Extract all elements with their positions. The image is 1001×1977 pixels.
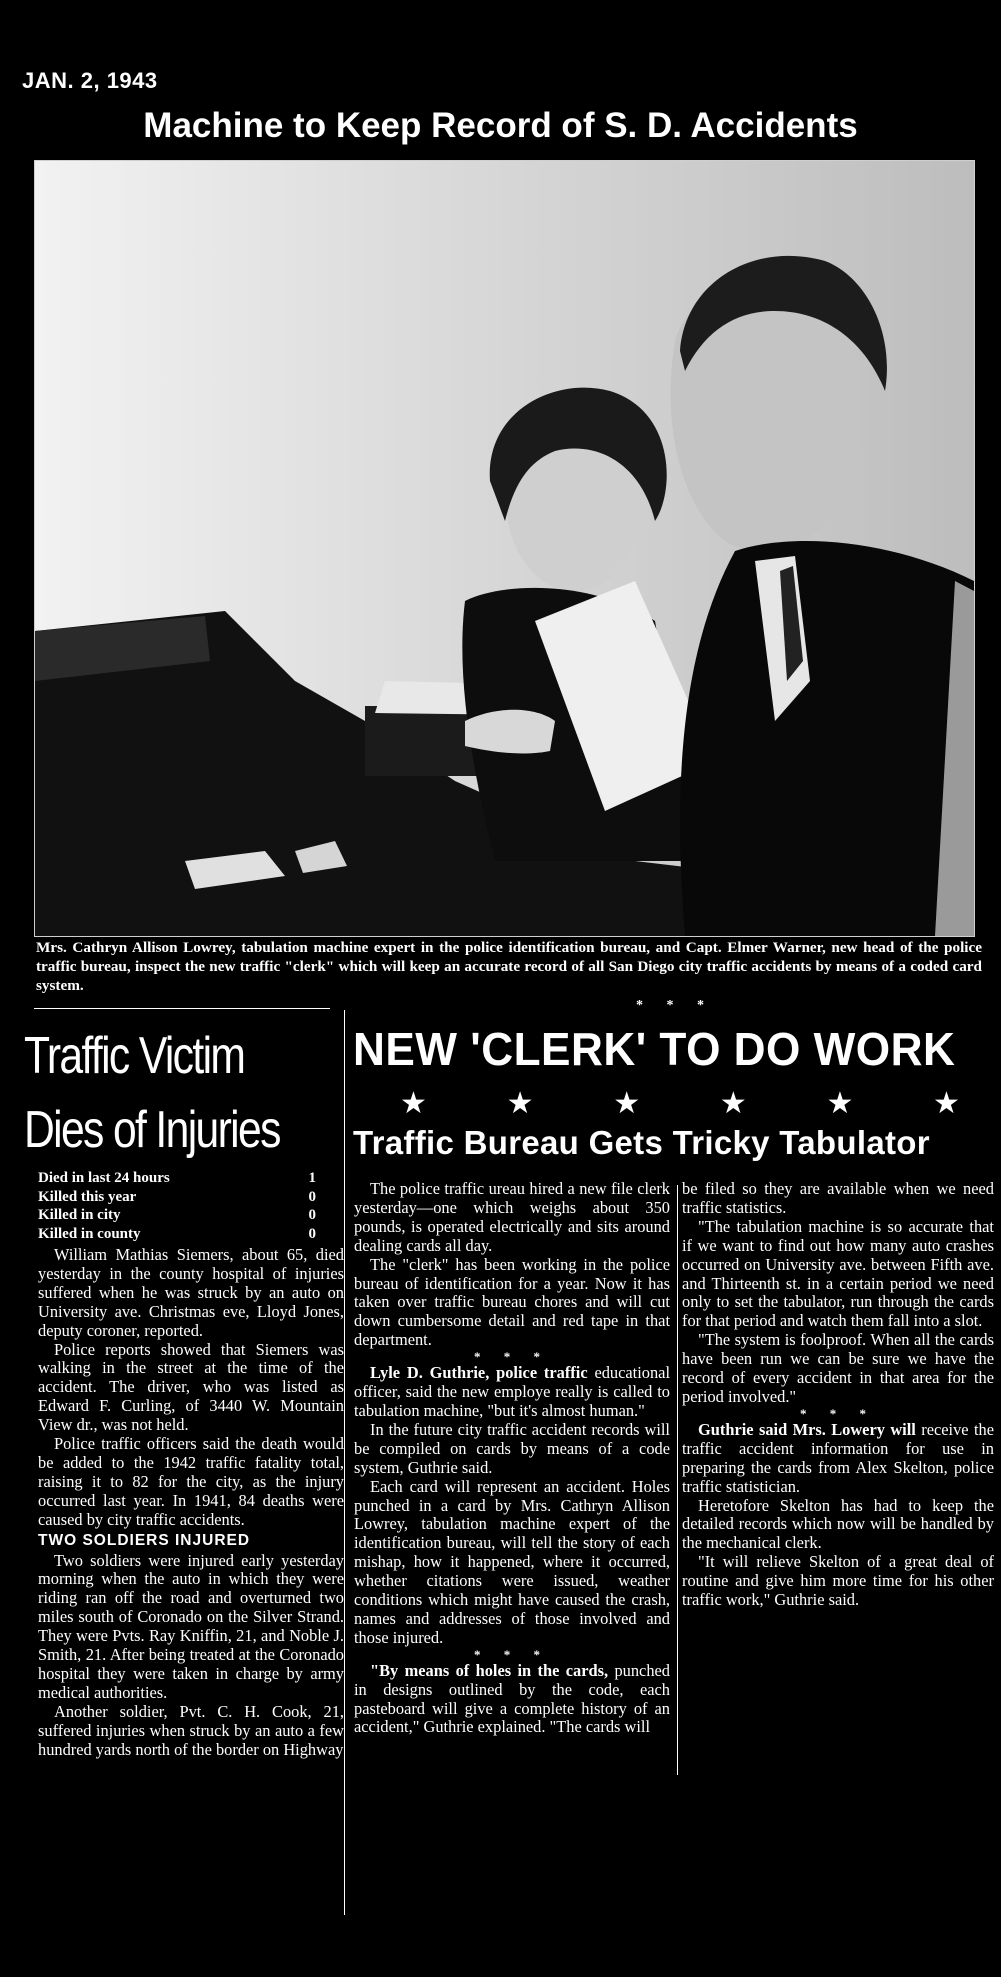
star-icon: ★	[933, 1087, 960, 1120]
paragraph: "It will relieve Skelton of a great deal of routine and give him more time for his other traffic work," Guthrie said.	[682, 1552, 994, 1610]
stat-label: Killed in county	[38, 1226, 141, 1243]
paragraph	[354, 1364, 670, 1421]
star-icon: ★	[506, 1087, 534, 1120]
paragraph	[682, 1421, 994, 1497]
paragraph: Another soldier, Pvt. C. H. Cook, 21, suffered injuries when struck by an auto a few hundred yards north of the border on Highway	[38, 1701, 344, 1759]
news-photo	[34, 160, 975, 937]
stat-value: 0	[308, 1207, 316, 1224]
paragraph-lead: Lyle D. Guthrie, police traffic	[370, 1363, 588, 1383]
left-story-headline-line1: Traffic Victim	[24, 1027, 245, 1085]
left-story-subhead: TWO SOLDIERS INJURED	[38, 1531, 251, 1549]
main-story-subheadline: Traffic Bureau Gets Tricky Tabulator	[353, 1124, 930, 1161]
star-icon: ★	[613, 1087, 641, 1120]
stat-value: 0	[308, 1226, 316, 1243]
paragraph: Two soldiers were injured early yesterday morning when the auto in which they were riding ran off the road and overturned two miles south of Coronado on the Silver Strand. They were Pvts. Ray Kniffin, 21, and Noble J. Smith, 21. After being treated at the Coronado hospital they were taken in charge by army medical authorities.	[38, 1550, 344, 1702]
paragraph: In the future city traffic accident records will be compiled on cards by means of a code system, Guthrie said.	[354, 1419, 670, 1477]
separator-stars: * * *	[474, 1646, 550, 1662]
main-story-headline: NEW 'CLERK' TO DO WORK	[353, 1023, 956, 1075]
paragraph-text: receive the traffic accident information for use in preparing the cards from Alex Skelton, police traffic statistician.	[682, 1419, 994, 1496]
paragraph: be filed so they are available when we need traffic statistics.	[682, 1179, 994, 1217]
paragraph: Heretofore Skelton has had to keep the detailed records which now will be handled by the mechanical clerk.	[682, 1495, 994, 1553]
paragraph: "The tabulation machine is so accurate that if we want to find out how many auto crashes occurred on University ave. between Fifth ave. and Thirteenth st. in a certain period we need only to set the tabulator, run through the cards for that period and watch them fall into a slot.	[682, 1216, 994, 1331]
paragraph: The police traffic ureau hired a new file clerk yesterday—one which weighs about 350 pounds, is operated electrically and sits around dealing cards all day.	[354, 1179, 670, 1255]
photo-illustration	[35, 161, 974, 936]
column-divider-1	[344, 1010, 345, 1915]
stat-row	[38, 1188, 316, 1207]
paragraph-text: educational officer, said the new employe really is called to tabulation machine, "but it's almost human."	[354, 1363, 670, 1420]
left-story-headline-line2: Dies of Injuries	[24, 1101, 280, 1159]
separator-stars: * * *	[474, 1349, 550, 1365]
paragraph-lead: Guthrie said Mrs. Lowery will	[698, 1419, 916, 1439]
paragraph: Police traffic officers said the death would be added to the 1942 traffic fatality total, raising it to 82 for the city, as the injury occurred last year. In 1941, 84 deaths were caused by city traffic accidents.	[38, 1434, 344, 1529]
paragraph: William Mathias Siemers, about 65, died yesterday in the county hospital of injuries suffered when he was struck by an auto on University ave. Christmas eve, Lloyd Jones, deputy coroner, reported.	[38, 1245, 344, 1340]
separator-stars: * * *	[800, 1405, 876, 1421]
main-story-top-stars: * * *	[636, 998, 714, 1013]
left-column-top-rule	[34, 1008, 330, 1009]
page-headline: Machine to Keep Record of S. D. Accidents	[143, 106, 858, 145]
paragraph: Each card will represent an accident. Holes punched in a card by Mrs. Cathryn Allison Lowrey, tabulation machine expert of the identification bureau, will tell the story of each mishap, how it happened, where it occurred, whether citations were issued, weather conditions which might have caused the crash, names and addresses of those involved and those injured.	[354, 1476, 670, 1647]
paragraph: The "clerk" has been working in the police bureau of identification for a year. Now it has taken over traffic bureau chores and will cut down cumbersome detail and red tape in that department.	[354, 1254, 670, 1350]
paragraph: Police reports showed that Siemers was walking in the street at the time of the accident. The driver, who was listed as Edward F. Curling, of 3440 W. Mountain View dr., was not held.	[38, 1339, 344, 1435]
headline-star-row	[400, 1086, 960, 1121]
photo-caption: Mrs. Cathryn Allison Lowrey, tabulation machine expert in the police identification bureau, and Capt. Elmer Warner, new head of the police traffic bureau, inspect the new traffic "clerk" which will keep an accurate record of all San Diego city traffic accidents by means of a coded card system.	[36, 939, 982, 994]
main-story-column-1	[354, 1180, 670, 1737]
column-divider-2	[677, 1185, 678, 1775]
stat-value: 0	[308, 1188, 316, 1205]
star-icon: ★	[719, 1087, 747, 1120]
paragraph-text: punched in designs outlined by the code, each pasteboard will give a complete history of an accident," Guthrie explained. "The cards will	[354, 1660, 670, 1737]
stat-row	[38, 1206, 316, 1225]
paragraph	[354, 1662, 670, 1738]
stat-label: Killed in city	[38, 1207, 121, 1224]
stat-label: Died in last 24 hours	[38, 1170, 170, 1186]
stat-row	[38, 1169, 316, 1188]
paragraph-lead: "By means of holes in the cards,	[370, 1660, 609, 1680]
star-icon: ★	[826, 1087, 854, 1120]
main-story-column-2	[682, 1180, 994, 1610]
star-icon: ★	[400, 1087, 427, 1120]
issue-date: JAN. 2, 1943	[22, 68, 158, 93]
left-story-body	[38, 1246, 344, 1759]
fatality-stats	[38, 1169, 316, 1244]
stat-value: 1	[308, 1170, 316, 1186]
paragraph: "The system is foolproof. When all the cards have been run we can be sure we have the record of every accident in that area for the period involved."	[682, 1330, 994, 1406]
stat-label: Killed this year	[38, 1188, 137, 1205]
stat-row	[38, 1225, 316, 1244]
